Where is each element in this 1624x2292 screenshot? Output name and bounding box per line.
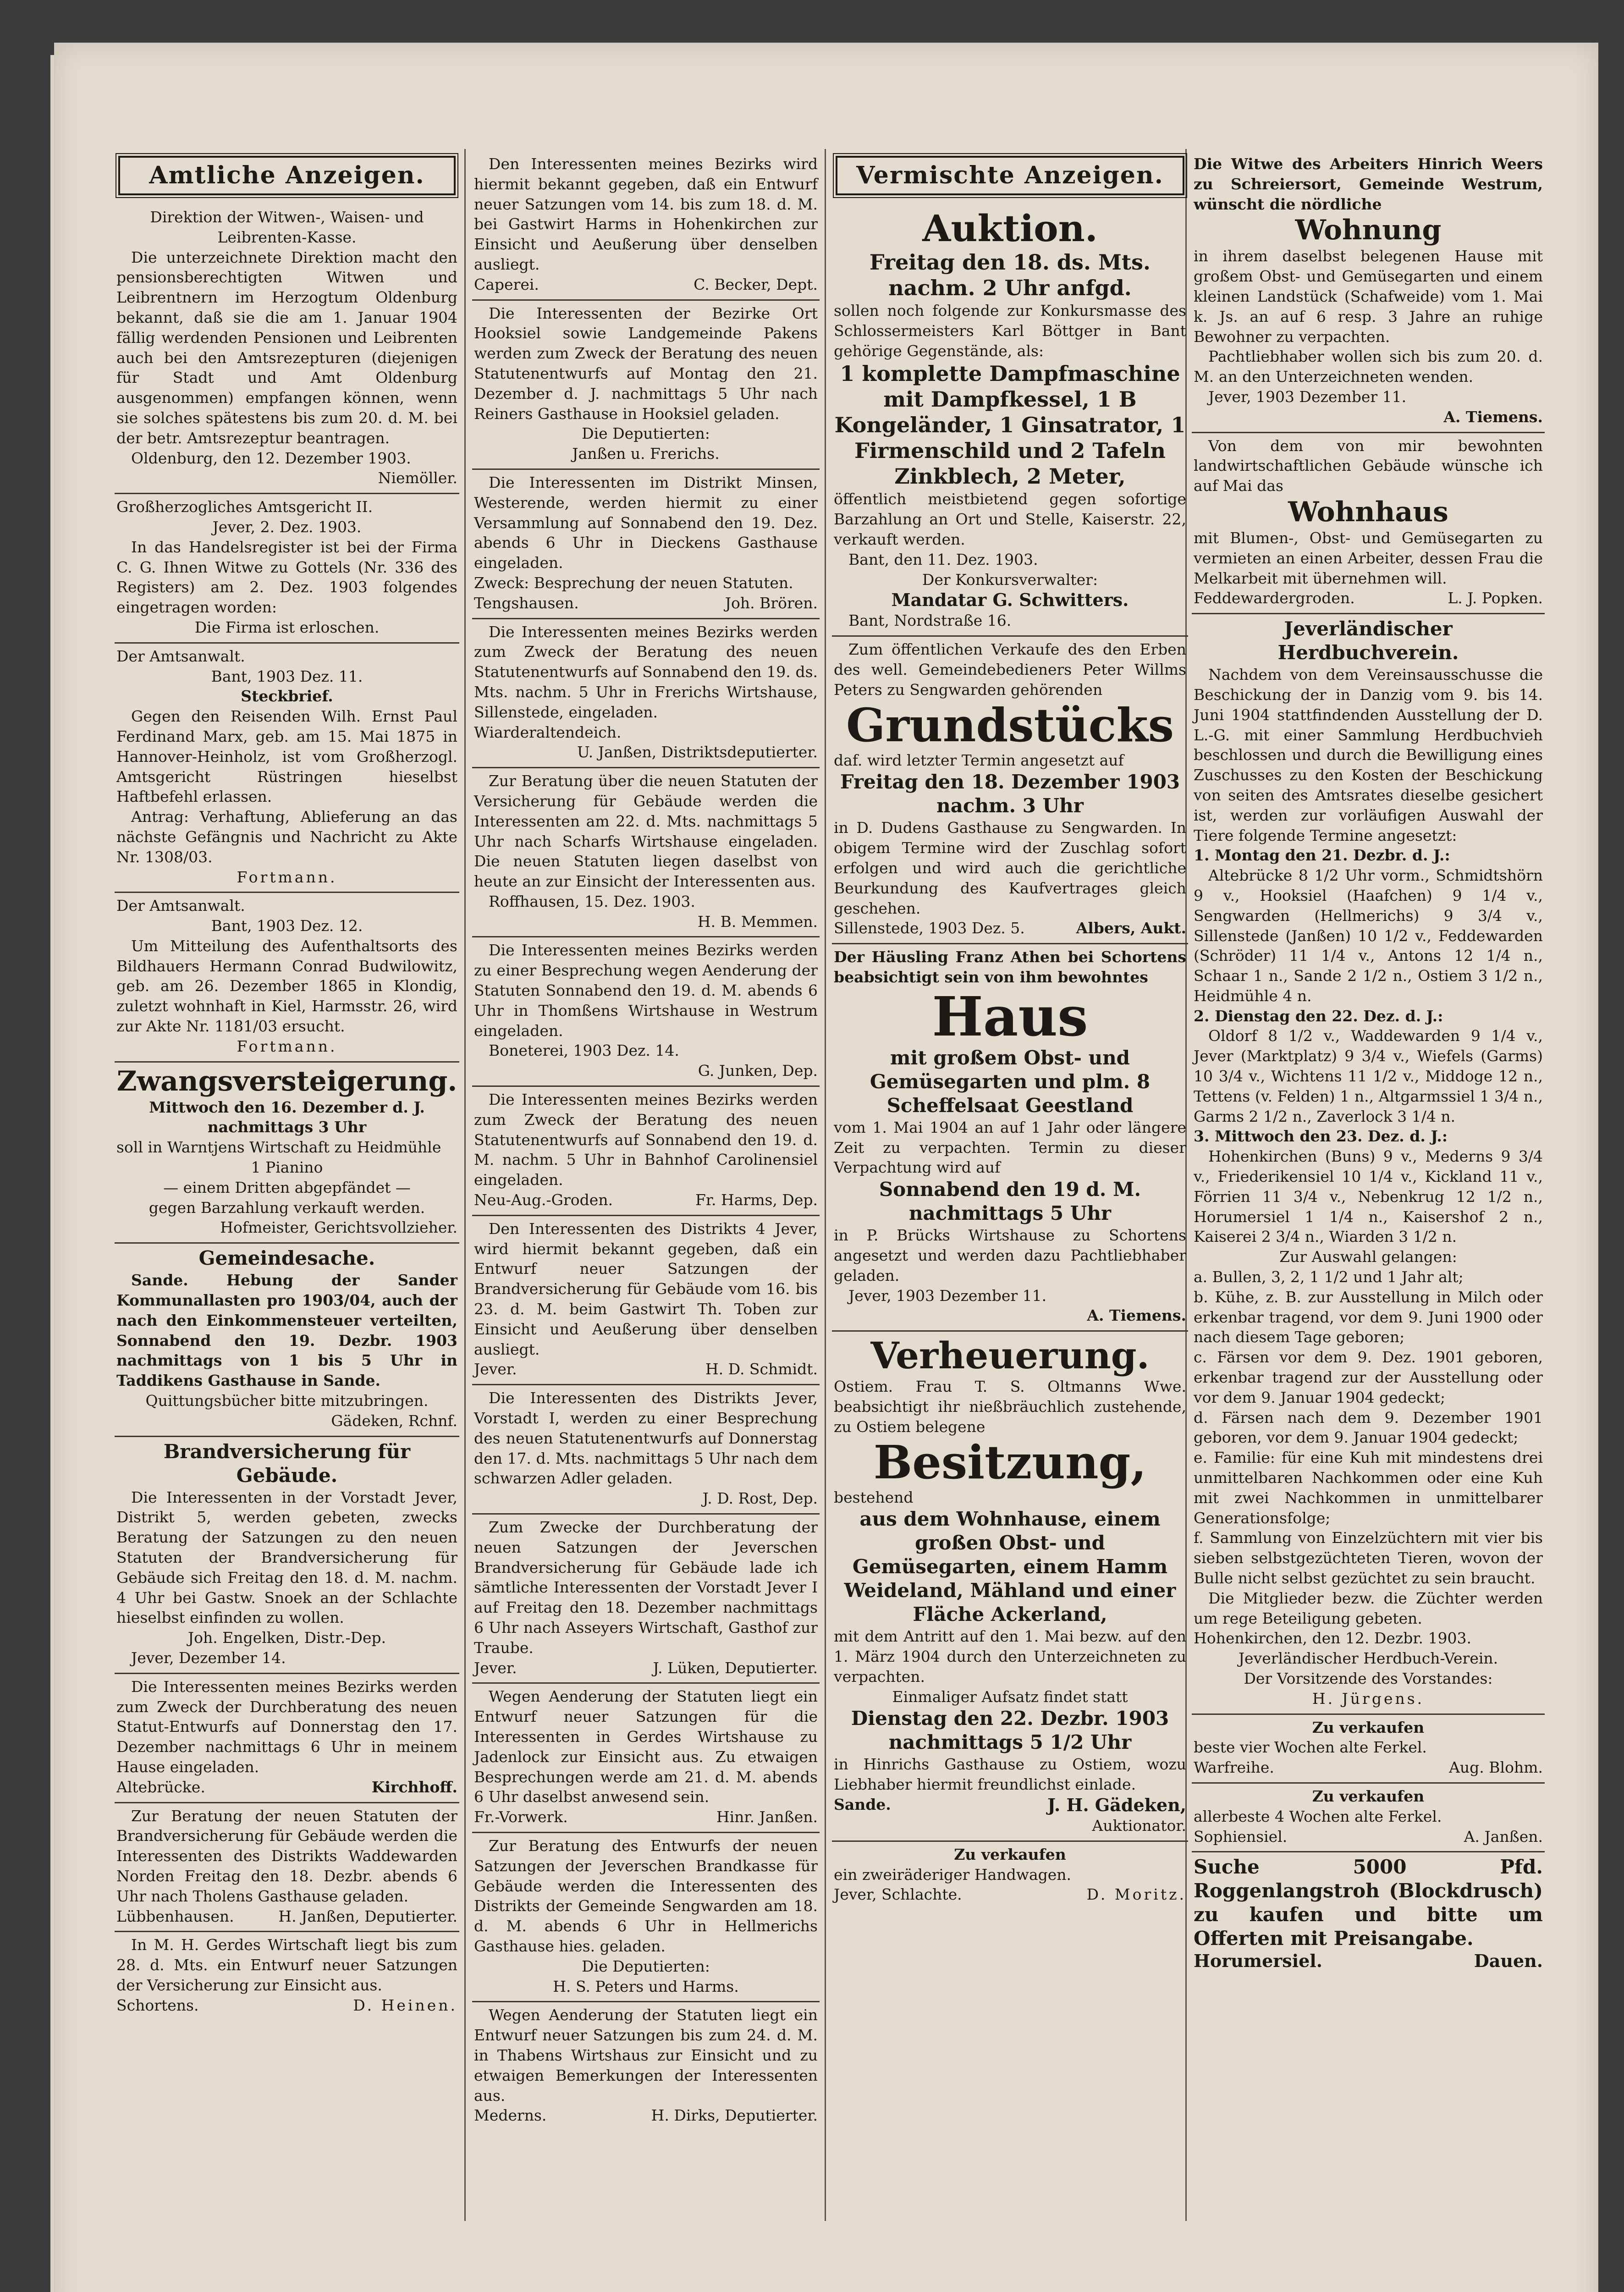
ad-items: aus dem Wohnhause, einem großen Obst- und Gemüsegarten, einem Hamm Weideland, Mähland und einer Fläche Ackerland, — [844, 1508, 1176, 1626]
notice-body: Die Interessenten des Distrikts Jever, Vorstadt I, werden zu einer Besprechung des neuen Statutenentwurfs auf Donnerstag den 17. d. Mts. nachmittags 5 Uhr nach dem schwarzen Adler geladen. — [474, 1389, 818, 1488]
notice-signature: G. Junken, Dep. — [698, 1062, 818, 1080]
ad-term-heading: 3. Mittwoch den 23. Dez. d. J.: — [1194, 1127, 1448, 1146]
notice-body: Die unterzeichnete Direktion macht den pensionsberechtigten Witwen und Leibrentnern im Herzogtum Oldenburg bekannt, daß sie die am 1. Januar 1904 fällig werdenden Pensionen und Leibrenten auch bei den Amtsrezepturen (diejenigen für Stadt und Amt Oldenburg ausgenommen) empfangen können, wenn sie solches spätestens bis zum 20. d. M. bei der betr. Amtsrezeptur beantragen. — [116, 248, 457, 447]
ad-ferkel-2 — [1192, 1784, 1545, 1852]
notice-amtsanwalt-2 — [115, 893, 459, 1062]
ad-when: Freitag den 18. Dezember 1903 nachm. 3 Uhr — [840, 771, 1180, 817]
notice-traube — [472, 1515, 820, 1684]
ad-body: beste vier Wochen alte Ferkel. — [1194, 1738, 1427, 1757]
ad-verheuerung — [832, 1332, 1188, 1842]
section-header-amtliche: Amtliche Anzeigen. — [118, 156, 456, 195]
notice-body: Gegen den Reisenden Wilh. Ernst Paul Ferdinand Marx, geb. am 15. Mai 1875 in Hannover-Heinholz, ist vom Großherzogl. Amtsgericht Rüstringen hieselbst Haftbefehl erlassen. — [116, 707, 457, 806]
notice-body: Die Interessenten in der Vorstadt Jever, Distrikt 5, werden gebeten, zwecks Beratung der Satzungen zu den neuen Statuten der Brandversicherung für Gebäude sich Freitag den 18. d. M. nachm. 4 Uhr bei Gastw. Snoek an der Schlachte hieselbst einfinden zu wollen. — [116, 1488, 457, 1627]
notice-item: gegen Barzahlung verkauft werden. — [149, 1198, 425, 1217]
ad-term: Oldorf 8 1/2 v., Waddewarden 9 1/4 v., Jever (Marktplatz) 9 3/4 v., Wiefels (Garms) 10 3/4 v., Wichtens 11 1/2 v., Middoge 12 n., Tettens (v. Felden) 1 n., Altgarmssiel 1 3/4 n., Garms 2 1/2 n., Zaverlock 3 1/4 n. — [1194, 1027, 1543, 1125]
ad-intro: Ostiem. Frau T. S. Oltmanns Wwe. beabsichtigt ihr nießbräuchlich zustehende, zu Ostiem belegene — [834, 1377, 1186, 1436]
ad-selection: Zur Auswahl gelangen: — [1279, 1248, 1457, 1266]
notice-signature: Gädeken, Rchnf. — [331, 1411, 457, 1430]
ad-list-item: c. Färsen vor dem 9. Dez. 1901 geboren, erkenbar tragend zur der Ausstellung oder vor dem 9. Januar 1904 gedeckt; — [1194, 1348, 1543, 1406]
notice-place: Altebrücke. — [116, 1778, 205, 1796]
notice-minsen — [472, 470, 820, 619]
notice-westrum — [472, 937, 820, 1087]
notice-signature: H. B. Memmen. — [697, 912, 818, 931]
notice-head: Der Amtsanwalt. — [116, 647, 245, 665]
notice-item: 1 Pianino — [251, 1158, 323, 1177]
notice-place: Mederns. — [474, 2106, 547, 2125]
ad-term-heading: 2. Dienstag den 22. Dez. d. J.: — [1194, 1007, 1443, 1025]
notice-place: Wiarderaltendeich. — [474, 723, 622, 741]
ad-signature: H. Jürgens. — [1312, 1689, 1425, 1708]
notice-note: Die Firma ist erloschen. — [194, 618, 380, 636]
notice-steckbrief — [115, 644, 459, 893]
notice-item: — einem Dritten abgepfändet — — [163, 1178, 411, 1196]
notice-carolinensiel — [472, 1087, 820, 1216]
notice-place: Lübbenhausen. — [116, 1907, 234, 1925]
notice-head: Der Amtsanwalt. — [116, 897, 245, 915]
notice-place: Schortens. — [116, 1996, 199, 2014]
ad-grundstuecks — [832, 637, 1188, 944]
notice-signature: H. Janßen, Deputierter. — [278, 1907, 457, 1925]
ad-auktion — [832, 204, 1188, 637]
notice-waddewarden — [115, 1803, 459, 1933]
ad-title: Verheuerung. — [870, 1334, 1150, 1377]
ad-role: Auktionator. — [1092, 1817, 1186, 1835]
column-rule — [464, 149, 466, 2221]
ad-title: Auktion. — [922, 207, 1098, 250]
notice-signature: C. Becker, Dept. — [694, 275, 818, 293]
notice-body: In das Handelsregister ist bei der Firma C. G. Ihnen Witwe zu Gottels (Nr. 336 des Registers) am 2. Dez. 1903 folgendes eingetragen worden: — [116, 538, 457, 617]
notice-signature: J. Lüken, Deputierter. — [653, 1658, 818, 1677]
notice-signature: Hofmeister, Gerichtsvollzieher. — [220, 1218, 457, 1237]
notice-title: Gemeindesache. — [198, 1247, 375, 1270]
ad-herdbuchverein — [1192, 614, 1545, 1714]
ad-wohnhaus — [1192, 433, 1545, 615]
ad-wohnung — [1192, 151, 1545, 433]
ad-title: Zu verkaufen — [1312, 1787, 1425, 1805]
notice-body: Zum Zwecke der Durchberatung der neuen Satzungen der Jeverschen Brandversicherung für Gebäude lade ich sämtliche Interessenten der Vorstadt Jever I auf Freitag den 18. Dezember nachmittags 6 Uhr nach Asseyers Wirtschaft, Gasthof zur Traube. — [474, 1518, 818, 1657]
ad-body: mit Blumen-, Obst- und Gemüsegarten zu vermieten an einen Arbeiter, dessen Frau die Melkarbeit mit übernehmen will. — [1194, 529, 1543, 587]
ad-handwagen — [832, 1842, 1188, 1909]
notice-signature: Fortmann. — [237, 868, 337, 886]
ad-signature: D. Moritz. — [1086, 1885, 1186, 1904]
notice-purpose: Zweck: Besprechung der neuen Statuten. — [474, 573, 793, 592]
ad-list-item: a. Bullen, 3, 2, 1 1/2 und 1 Jahr alt; — [1194, 1268, 1464, 1286]
notice-place: Caperei. — [474, 275, 539, 293]
notice-body: Wegen Aenderung der Statuten liegt ein Entwurf neuer Satzungen bis zum 24. d. M. in Thabens Wirtshaus zur Einsicht und zu etwaigen Bemerkungen der Interessenten aus. — [474, 2006, 818, 2105]
ad-intro: sollen noch folgende zur Konkursmasse des Schlossermeisters Karl Böttger in Bant gehörige Gegenstände, als: — [834, 302, 1186, 360]
notice-signature: Hinr. Janßen. — [716, 1808, 818, 1826]
ad-place: Hohenkirchen, den 12. Dezbr. 1903. — [1194, 1629, 1471, 1647]
ad-term: Hohenkirchen (Buns) 9 v., Mederns 9 3/4 v., Friederikensiel 10 1/4 v., Kickland 11 v., Förrien 11 3/4 v., Nebenkrug 12 1/2 n., Horumersiel 1 1/4 n., Kaisershof 2 n., Kaiserei 2 3/4 n., Wiarden 3 1/2 n. — [1194, 1147, 1543, 1246]
notice-body: In M. H. Gerdes Wirtschaft liegt bis zum 28. d. Mts. ein Entwurf neuer Satzungen der Versicherung zur Einsicht aus. — [116, 1936, 457, 1994]
ad-when: Freitag den 18. ds. Mts. nachm. 2 Uhr anfgd. — [869, 250, 1151, 300]
ad-list-item: f. Sammlung von Einzelzüchtern mit vier bis sieben selbstgezüchteten Tieren, wovon der Bulle nicht selbst gezüchtet zu sein braucht. — [1194, 1529, 1543, 1587]
ad-place: Jever, Schlachte. — [834, 1885, 962, 1904]
ad-body: allerbeste 4 Wochen alte Ferkel. — [1194, 1807, 1442, 1825]
notice-title: Zwangsversteigerung. — [116, 1065, 457, 1097]
notice-place: Neu-Aug.-Groden. — [474, 1191, 613, 1209]
ad-role: Der Konkursverwalter: — [922, 570, 1098, 589]
ad-title: Grundstücks — [846, 698, 1174, 752]
notice-caperei — [472, 151, 820, 301]
notice-altebruecke — [115, 1674, 459, 1803]
column-3 — [832, 151, 1188, 2214]
ad-body: in ihrem daselbst belegenen Hause mit großem Obst- und Gemüsegarten und einem kleinen Landstück (Schafweide) vom 1. Mai k. Js. an auf 6 resp. 3 Jahre an ruhige Bewohner zu verpachten. — [1194, 247, 1543, 346]
ad-title: Haus — [932, 984, 1088, 1048]
notice-hooksiel — [472, 301, 820, 470]
notice-signature: H. S. Peters und Harms. — [553, 1977, 739, 1995]
ad-title: Zu verkaufen — [1312, 1718, 1425, 1736]
notice-where: soll in Warntjens Wirtschaft zu Heidmühle — [116, 1138, 441, 1157]
ad-place: Sande. — [834, 1796, 891, 1814]
notice-body: Zur Beratung der neuen Statuten der Brandversicherung für Gebäude werden die Interessenten des Distrikts Waddewarden Norden Freitag den 18. Dezbr. abends 6 Uhr nach Tholens Gasthause geladen. — [116, 1807, 457, 1905]
notice-date: Bant, 1903 Dez. 11. — [211, 667, 363, 685]
notice-sillenstede — [472, 619, 820, 769]
notice-amtsgericht — [115, 494, 459, 644]
notice-zwangsversteigerung — [115, 1063, 459, 1244]
notice-place: Oldenburg, den 12. Dezember 1903. — [131, 449, 411, 467]
ad-term-heading: 1. Montag den 21. Dezbr. d. J.: — [1194, 846, 1450, 865]
ad-body-2: Pachtliebhaber wollen sich bis zum 20. d. M. an den Unterzeichneten wenden. — [1194, 347, 1543, 386]
notice-body: Zur Beratung über die neuen Statuten der Versicherung für Gebäude werden die Interessenten am 22. d. Mts. nachmittags 5 Uhr nach Scharfs Wirtshause eingeladen. Die neuen Statuten liegen daselbst von heute an zur Einsicht der Interessenten aus. — [474, 772, 818, 891]
ad-date: Bant, den 11. Dez. 1903. — [848, 550, 1038, 568]
notice-body: Die Interessenten meines Bezirks werden zum Zweck der Beratung des neuen Statutenentwurfs auf Sonnabend den 19. ds. Mts. nachm. 5 Uhr in Frerichs Wirtshause, Sillenstede, eingeladen. — [474, 623, 818, 721]
notice-when: Mittwoch den 16. Dezember d. J. nachmittags 3 Uhr — [149, 1098, 425, 1136]
ad-list-item: d. Färsen nach dem 9. Dezember 1901 geboren, vor dem 9. Januar 1904 gedeckt; — [1194, 1408, 1543, 1447]
ad-ferkel-1 — [1192, 1715, 1545, 1784]
notice-place: Jever, Dezember 14. — [131, 1649, 286, 1667]
notice-intro: Direktion der Witwen-, Waisen- und Leibrenten-Kasse. — [150, 208, 424, 246]
notice-jever-4 — [472, 1216, 820, 1385]
ad-org: Jeverländischer Herdbuch-Verein. — [1238, 1649, 1498, 1668]
notice-witwenkasse — [115, 204, 459, 494]
ad-intro: Zum öffentlichen Verkaufe des den Erben des well. Gemeindebedieners Peter Willms Peters zu Sengwarden gehörenden — [834, 640, 1186, 699]
ad-signature: A. Tiemens. — [1087, 1306, 1186, 1325]
notice-signature: Kirchhoff. — [371, 1778, 457, 1796]
ad-place: Sillenstede, 1903 Dez. 5. — [834, 919, 1025, 937]
ad-list-item: e. Familie: für eine Kuh mit mindestens drei unmittelbaren Nachkommen oder eine Kuh mit zwei Nachkommen in unmittelbarer Generationsfolge; — [1194, 1449, 1543, 1527]
notice-title: Brandversicherung für Gebäude. — [163, 1440, 411, 1487]
ad-items: 1 komplette Dampfmaschine mit Dampfkessel, 1 B Kongeländer, 1 Ginsatrator, 1 Firmenschild und 2 Tafeln Zinkblech, 2 Meter, — [834, 361, 1186, 489]
notice-body: Die Interessenten meines Bezirks werden zum Zweck der Durchberatung des neuen Statut-Entwurfs auf Donnerstag den 17. Dezember nachmittags 6 Uhr in meinem Hause eingeladen. — [116, 1677, 457, 1776]
notice-mederns — [472, 2002, 820, 2130]
ad-place: Warfreihe. — [1194, 1758, 1274, 1777]
ad-body: mit dem Antritt auf den 1. Mai bezw. auf den 1. März 1904 durch den Unterzeichneten zu verpachten. — [834, 1627, 1186, 1686]
ad-intro: Der Häusling Franz Athen bei Schortens beabsichtigt sein von ihm bewohntes — [834, 948, 1186, 986]
ad-signature: L. J. Popken. — [1448, 589, 1543, 607]
ad-title: Jeverländischer Herdbuchverein. — [1277, 617, 1459, 664]
ad-place: Sophiensiel. — [1194, 1827, 1288, 1846]
notice-signature: H. Dirks, Deputierter. — [651, 2106, 818, 2125]
notice-roffhausen — [472, 768, 820, 937]
notice-signature: Janßen u. Frerichs. — [572, 445, 720, 463]
notice-signature: Joh. Brören. — [725, 594, 818, 612]
notice-signature: Joh. Engelken, Distr.-Dep. — [187, 1629, 386, 1647]
notice-body: Die Interessenten meines Bezirks werden zum Zweck der Beratung des neuen Statutenentwurfs auf Sonnabend den 19. d. M. nachm. 5 Uhr in Bahnhof Carolinensiel eingeladen. — [474, 1091, 818, 1189]
notice-place: Boneterei, 1903 Dez. 14. — [489, 1041, 679, 1060]
notice-body: Die Interessenten der Bezirke Ort Hooksiel sowie Landgemeinde Pakens werden zum Zweck der Beratung des neuen Statutenentwurfs auf Montag den 21. Dezember d. J. nachmittags 5 Uhr nach Reiners Gasthause in Hooksiel geladen. — [474, 304, 818, 423]
ad-body-2: in Hinrichs Gasthause zu Ostiem, wozu Liebhaber hiermit freundlichst einlade. — [834, 1755, 1186, 1794]
notice-signature: D. Heinen. — [353, 1996, 457, 2014]
notice-body: Sande. Hebung der Sander Kommunallasten pro 1903/04, auch der nach den Einkommensteuer verteilten, Sonnabend den 19. Dezbr. 1903 nachmittags von 1 bis 5 Uhr in Taddikens Gasthause in Sande. — [116, 1271, 457, 1390]
ad-title: Zu verkaufen — [954, 1845, 1066, 1863]
ad-subtitle: mit großem Obst- und Gemüsegarten und plm. 8 Scheffelsaat Geestland — [870, 1046, 1151, 1117]
ad-intro: Von dem von mir bewohnten landwirtschaftlichen Gebäude wünsche ich auf Mai das — [1194, 436, 1543, 495]
notice-body: Die Interessenten im Distrikt Minsen, Westerende, werden hiermit zu einer Versammlung auf Sonnabend den 19. Dez. abends 6 Uhr in Dieckens Gasthause eingeladen. — [474, 473, 818, 572]
ad-place: Jever, 1903 Dezember 11. — [848, 1286, 1047, 1305]
notice-body-2: Antrag: Verhaftung, Ablieferung an das nächste Gefängnis und Nachricht zu Akte Nr. 1308/03. — [116, 808, 457, 866]
notice-body: Zur Beratung des Entwurfs der neuen Satzungen der Jeverschen Brandkasse für Gebäude werden die Interessenten des Distrikts der Gemeinde Sengwarden am 18. d. M. abends 6 Uhr in Hellmerichs Gasthause hies. geladen. — [474, 1836, 818, 1955]
ad-place: Feddewardergroden. — [1194, 589, 1355, 607]
notice-date: Jever, 2. Dez. 1903. — [212, 518, 362, 536]
notice-body: Die Interessenten meines Bezirks werden zu einer Besprechung wegen Aenderung der Statuten Sonnabend den 19. d. M. abends 6 Uhr in Thomßens Wirtshause in Westrum eingeladen. — [474, 941, 818, 1040]
notice-body: Wegen Aenderung der Statuten liegt ein Entwurf neuer Satzungen für die Interessenten in Gerdes Wirtshause zu Jadenlock zur Einsicht aus. Zu etwaigen Besprechungen werde am 21. d. M. abends 6 Uhr daselbst anwesend sein. — [474, 1687, 818, 1806]
column-rule — [825, 149, 826, 2221]
ad-end: Die Mitglieder bezw. die Züchter werden um rege Beteiligung gebeten. — [1194, 1589, 1543, 1627]
ad-body: Suche 5000 Pfd. Roggenlangstroh (Blockdrusch) zu kaufen und bitte um Offerten mit Preisangabe. — [1194, 1856, 1543, 1950]
notice-schortens — [115, 1932, 459, 2020]
notice-date: Bant, 1903 Dez. 12. — [211, 917, 363, 935]
ad-place: Horumersiel. — [1194, 1950, 1322, 1972]
notice-body: Den Interessenten des Distrikts 4 Jever, wird hiermit bekannt gegeben, daß ein Entwurf neuer Satzungen der Brandversicherung für Gebäude vom 16. bis 23. d. M. beim Gastwirt Th. Toben zur Einsicht und Aeußerung über denselben ausliegt. — [474, 1219, 818, 1358]
ad-signature: Dauen. — [1474, 1950, 1543, 1972]
ad-intro: Die Witwe des Arbeiters Hinrich Weers zu Schreiersort, Gemeinde Westrum, wünscht die nördliche — [1194, 155, 1543, 213]
notice-body: Um Mitteilung des Aufenthaltsorts des Bildhauers Hermann Conrad Budwilowitz, geb. am 26. Dezember 1865 in Klondig, zuletzt wohnhaft in Kiel, Harmsstr. 26, wird zur Akte Nr. 1181/03 ersucht. — [116, 937, 457, 1036]
notice-sengwarden — [472, 1833, 820, 2002]
notice-place: Jever. — [474, 1360, 517, 1378]
ad-body: in D. Dudens Gasthause zu Sengwarden. In obigem Termine wird der Zuschlag sofort erfolgen und wird auch die gerichtliche Beurkundung des Kaufvertrages gleich geschehen. — [834, 819, 1186, 917]
notice-place: Jever. — [474, 1658, 517, 1677]
ad-note: Einmaliger Aufsatz findet statt — [892, 1687, 1128, 1706]
ad-title: Wohnung — [1295, 214, 1442, 247]
ad-address: Bant, Nordstraße 16. — [848, 612, 1012, 630]
ad-body: ein zweiräderiger Handwagen. — [834, 1865, 1072, 1884]
notice-head: Großherzogliches Amtsgericht II. — [116, 498, 373, 516]
notice-signature: Niemöller. — [378, 469, 457, 487]
ad-signature: Mandatar G. Schwitters. — [891, 590, 1129, 611]
ad-when: Dienstag den 22. Dezbr. 1903 nachmittags 5 1/2 Uhr — [851, 1707, 1169, 1754]
ad-body-2: in P. Brücks Wirtshause zu Schortens angesetzt und werden dazu Pachtliebhaber geladen. — [834, 1226, 1186, 1284]
notice-signature: Fortmann. — [237, 1037, 337, 1055]
notice-gemeindesache — [115, 1244, 459, 1437]
ad-body: öffentlich meistbietend gegen sofortige Barzahlung an Ort und Stelle, Kaiserstr. 22, verkauft werden. — [834, 490, 1186, 548]
notice-place: Fr.-Vorwerk. — [474, 1808, 568, 1826]
ad-signature: J. H. Gädeken, — [1047, 1795, 1186, 1816]
ad-big: Besitzung, — [873, 1435, 1147, 1489]
ad-body: Nachdem von dem Vereinsausschusse die Beschickung der in Danzig vom 9. bis 14. Juni 1904 stattfindenden Ausstellung der D. L.-G. mit einer Sammlung Herdbuchvieh beschlossen und durch die Bewilligung eines Zuschusses zu den Kosten der Beschickung von seiten des Amtsrates dieselbe gesichert ist, werden zur vorläufigen Auswahl der Tiere folgende Termine angesetzt: — [1194, 666, 1543, 844]
notice-deputies: Die Deputierten: — [582, 1957, 710, 1975]
notice-place: Tengshausen. — [474, 594, 579, 612]
ad-list-item: b. Kühe, z. B. zur Ausstellung in Milch oder erkenbar tragend, vor dem 9. Juni 1900 oder nach diesem Tage geboren; — [1194, 1288, 1543, 1346]
column-2 — [472, 151, 820, 2214]
ad-place: Jever, 1903 Dezember 11. — [1208, 387, 1407, 406]
notice-title: Steckbrief. — [241, 687, 333, 705]
ad-mid: daf. wird letzter Termin angesetzt auf — [834, 751, 1124, 769]
notice-signature: H. D. Schmidt. — [705, 1360, 818, 1378]
notice-deputies: Die Deputierten: — [582, 424, 710, 443]
section-header-vermischte: Vermischte Anzeigen. — [836, 156, 1184, 195]
ad-haus — [832, 944, 1188, 1332]
column-4 — [1192, 151, 1545, 2214]
notice-signature: J. D. Rost, Dep. — [702, 1489, 818, 1508]
notice-note: Quittungsbücher bitte mitzubringen. — [145, 1392, 429, 1410]
ad-signature: A. Tiemens. — [1443, 408, 1543, 426]
ad-signature: Albers, Aukt. — [1076, 919, 1186, 937]
ad-signature: A. Janßen. — [1464, 1827, 1543, 1846]
ad-title: Wohnhaus — [1288, 496, 1448, 528]
ad-when: Sonnabend den 19 d. M. nachmittags 5 Uhr — [879, 1178, 1141, 1225]
notice-place: Roffhausen, 15. Dez. 1903. — [489, 892, 695, 910]
notice-body: Den Interessenten meines Bezirks wird hiermit bekannt gegeben, daß ein Entwurf neuer Satzungen vom 14. bis zum 18. d. M. bei Gastwirt Harms in Hohenkirchen zur Einsicht und Aeußerung über denselben ausliegt. — [474, 155, 818, 273]
notice-jadenlock — [472, 1684, 820, 1833]
column-1 — [115, 151, 459, 2214]
notice-vorstadt-1 — [472, 1385, 820, 1515]
notice-signature: Fr. Harms, Dep. — [695, 1191, 818, 1209]
notice-brandversicherung — [115, 1437, 459, 1674]
ad-pre: bestehend — [834, 1488, 914, 1506]
ad-term: Altebrücke 8 1/2 Uhr vorm., Schmidtshörn 9 v., Hooksiel (Haafchen) 9 1/4 v., Sengwarden (Hellmerichs) 9 3/4 v., Sillenstede (Janßen) 10 1/2 v., Feddewarden (Schröder) 11 1/4 v., Antons 12 1/4 n., Schaar 1 n., Sande 2 1/2 n., Ostiem 3 1/2 n., Heidmühle 4 n. — [1194, 866, 1543, 1005]
ad-body: vom 1. Mai 1904 an auf 1 Jahr oder längere Zeit zu verpachten. Termin zu dieser Verpachtung wird auf — [834, 1118, 1186, 1177]
ad-role: Der Vorsitzende des Vorstandes: — [1244, 1669, 1493, 1687]
ad-roggenstroh — [1192, 1852, 1545, 1976]
ad-signature: Aug. Blohm. — [1449, 1758, 1543, 1777]
notice-signature: U. Janßen, Distriktsdeputierter. — [577, 743, 818, 761]
